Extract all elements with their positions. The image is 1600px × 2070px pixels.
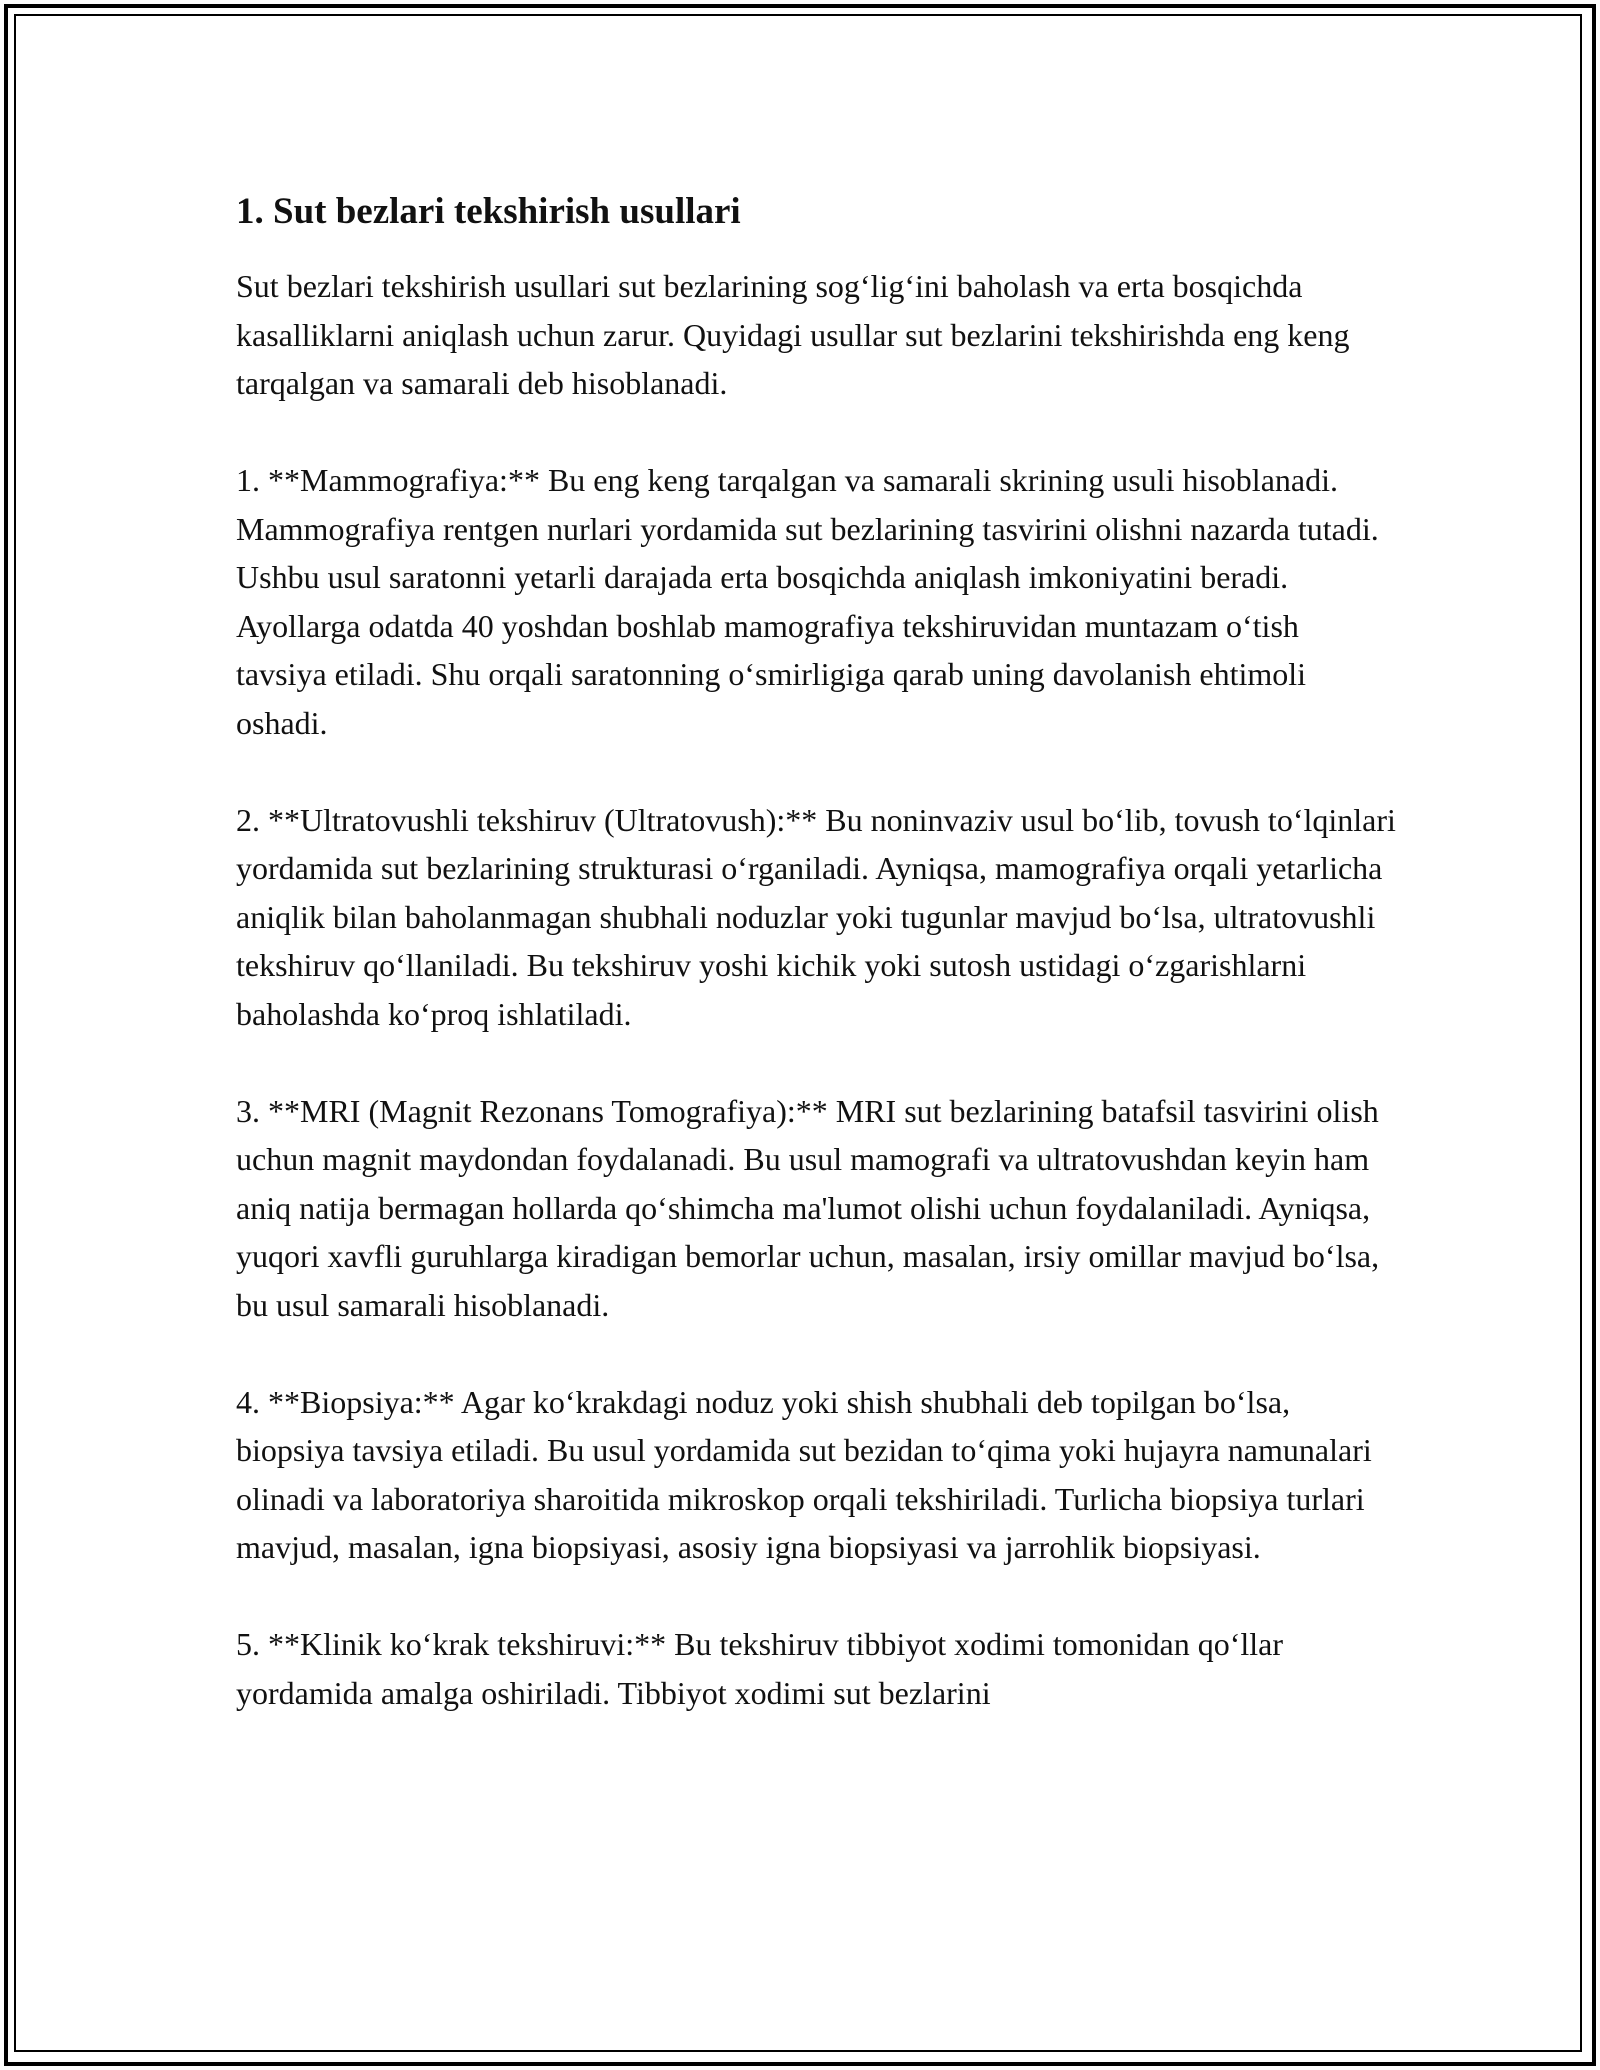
intro-paragraph: Sut bezlari tekshirish usullari sut bezlarining sog‘lig‘ini baholash va erta bosqichda kasalliklarni aniqlash uchun zarur. Quyidagi usullar sut bezlarini tekshirishda eng keng tarqalgan va samarali deb hisoblanadi. (236, 268, 1350, 401)
document-title: 1. Sut bezlari tekshirish usullari (236, 191, 741, 232)
mri-paragraph: 3. **MRI (Magnit Rezonans Tomografiya):** MRI sut bezlarining batafsil tasvirini olish uchun magnit maydondan foydalanadi. Bu usul mamografi va ultratovushdan keyin ham aniq natija bermagan hollarda qo‘shimcha ma'lumot olishi uchun foydalaniladi. Ayniqsa, yuqori xavfli guruhlarga kiradigan bemorlar uchun, masalan, irsiy omillar mavjud bo‘lsa, bu usul samarali hisoblanadi. (236, 1092, 1380, 1323)
document-body (236, 186, 1396, 1766)
ultratovush-paragraph: 2. **Ultratovushli tekshiruv (Ultratovush):** Bu noninvaziv usul bo‘lib, tovush to‘lqinlari yordamida sut bezlarining strukturasi o‘rganiladi. Ayniqsa, mamografiya orqali yetarlicha aniqlik bilan baholanmagan shubhali noduzlar yoki tugunlar mavjud bo‘lsa, ultratovushli tekshiruv qo‘llaniladi. Bu tekshiruv yoshi kichik yoki sutosh ustidagi o‘zgarishlarni baholashda ko‘proq ishlatiladi. (236, 801, 1396, 1032)
mammografiya-paragraph: 1. **Mammografiya:** Bu eng keng tarqalgan va samarali skrining usuli hisoblanadi. Mammografiya rentgen nurlari yordamida sut bezlarining tasvirini olishni nazarda tutadi. Ushbu usul saratonni yetarli darajada erta bosqichda aniqlash imkoniyatini beradi. Ayollarga odatda 40 yoshdan boshlab mamografiya tekshiruvidan muntazam o‘tish tavsiya etiladi. Shu orqali saratonning o‘smirligiga qarab uning davolanish ehtimoli oshadi. (236, 462, 1379, 741)
klinik-tekshiruv-paragraph: 5. **Klinik ko‘krak tekshiruvi:** Bu tekshiruv tibbiyot xodimi tomonidan qo‘llar yordamida amalga oshiriladi. Tibbiyot xodimi sut bezlarini (236, 1626, 1284, 1711)
biopsiya-paragraph: 4. **Biopsiya:** Agar ko‘krakdagi noduz yoki shish shubhali deb topilgan bo‘lsa, biopsiya tavsiya etiladi. Bu usul yordamida sut bezidan to‘qima yoki hujayra namunalari olinadi va laboratoriya sharoitida mikroskop orqali tekshiriladi. Turlicha biopsiya turlari mavjud, masalan, igna biopsiyasi, asosiy igna biopsiyasi va jarrohlik biopsiyasi. (236, 1383, 1372, 1565)
